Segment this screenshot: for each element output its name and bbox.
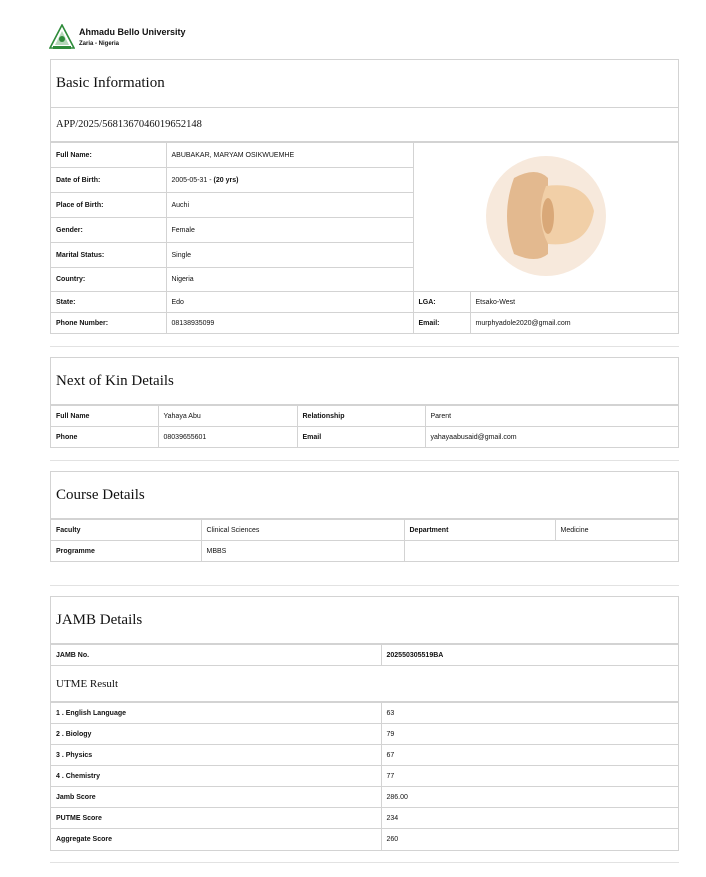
kin-full-name-label: Full Name <box>51 406 158 427</box>
gender-value: Female <box>166 218 413 243</box>
section-divider <box>50 346 679 347</box>
kin-email-label: Email <box>297 427 425 448</box>
lga-value: Etsako-West <box>470 292 678 313</box>
department-value: Medicine <box>555 520 678 541</box>
phone-value: 08138935099 <box>166 313 413 334</box>
section-divider <box>50 585 679 586</box>
programme-label: Programme <box>51 541 201 562</box>
faculty-value: Clinical Sciences <box>201 520 404 541</box>
faculty-label: Faculty <box>51 520 201 541</box>
full-name-value: ABUBAKAR, MARYAM OSIKWUEMHE <box>166 143 413 168</box>
country-value: Nigeria <box>166 268 413 292</box>
jamb-number-value: 202550305519BA <box>381 645 678 666</box>
next-of-kin-table <box>51 405 678 448</box>
next-of-kin-section <box>50 357 679 448</box>
kin-relationship-label: Relationship <box>297 406 425 427</box>
dob-date: 2005-05-31 - <box>171 176 214 184</box>
result-label: 4 . Chemistry <box>51 766 381 787</box>
course-details-title: Course Details <box>51 472 678 519</box>
utme-result-title: UTME Result <box>51 666 678 702</box>
jamb-score-label: Jamb Score <box>51 787 381 808</box>
next-of-kin-title: Next of Kin Details <box>51 358 678 405</box>
kin-email-value: yahayaabusaid@gmail.com <box>425 427 678 448</box>
result-value: 79 <box>381 724 678 745</box>
jamb-number-table <box>51 644 678 666</box>
result-label: 3 . Physics <box>51 745 381 766</box>
course-details-section <box>50 471 679 562</box>
utme-result-table <box>51 702 678 850</box>
aggregate-score-value: 260 <box>381 829 678 850</box>
dob-age: (20 yrs) <box>213 176 239 184</box>
state-label: State: <box>51 292 166 313</box>
kin-phone-value: 08039655601 <box>158 427 297 448</box>
email-label: Email: <box>413 313 470 334</box>
university-name: Ahmadu Bello University <box>79 27 186 37</box>
place-of-birth-label: Place of Birth: <box>51 193 166 218</box>
gender-label: Gender: <box>51 218 166 243</box>
full-name-label: Full Name: <box>51 143 166 168</box>
basic-information-title: Basic Information <box>51 60 678 108</box>
basic-information-section <box>50 59 679 334</box>
result-value: 77 <box>381 766 678 787</box>
result-value: 67 <box>381 745 678 766</box>
course-details-table <box>51 519 678 562</box>
kin-relationship-value: Parent <box>425 406 678 427</box>
university-logo-icon <box>49 24 75 50</box>
state-value: Edo <box>166 292 413 313</box>
programme-value: MBBS <box>201 541 404 562</box>
empty-cell <box>404 541 678 562</box>
place-of-birth-value: Auchi <box>166 193 413 218</box>
email-value: murphyadole2020@gmail.com <box>470 313 678 334</box>
putme-score-label: PUTME Score <box>51 808 381 829</box>
kin-full-name-value: Yahaya Abu <box>158 406 297 427</box>
jamb-number-label: JAMB No. <box>51 645 381 666</box>
section-divider <box>50 460 679 461</box>
result-value: 63 <box>381 703 678 724</box>
country-label: Country: <box>51 268 166 292</box>
result-label: 1 . English Language <box>51 703 381 724</box>
marital-status-value: Single <box>166 243 413 268</box>
kin-phone-label: Phone <box>51 427 158 448</box>
jamb-details-section <box>50 596 679 851</box>
phone-label: Phone Number: <box>51 313 166 334</box>
dob-label: Date of Birth: <box>51 168 166 193</box>
basic-information-table <box>51 142 678 334</box>
application-number: APP/2025/5681367046019652148 <box>51 108 678 142</box>
passport-photo-cell <box>413 143 678 292</box>
jamb-details-title: JAMB Details <box>51 597 678 644</box>
jamb-score-value: 286.00 <box>381 787 678 808</box>
aggregate-score-label: Aggregate Score <box>51 829 381 850</box>
department-label: Department <box>404 520 555 541</box>
section-divider <box>50 862 679 863</box>
passport-photo-placeholder-icon <box>476 156 616 276</box>
putme-score-value: 234 <box>381 808 678 829</box>
dob-value <box>166 168 413 193</box>
result-label: 2 . Biology <box>51 724 381 745</box>
lga-label: LGA: <box>413 292 470 313</box>
university-location: Zaria - Nigeria <box>79 41 120 47</box>
marital-status-label: Marital Status: <box>51 243 166 268</box>
